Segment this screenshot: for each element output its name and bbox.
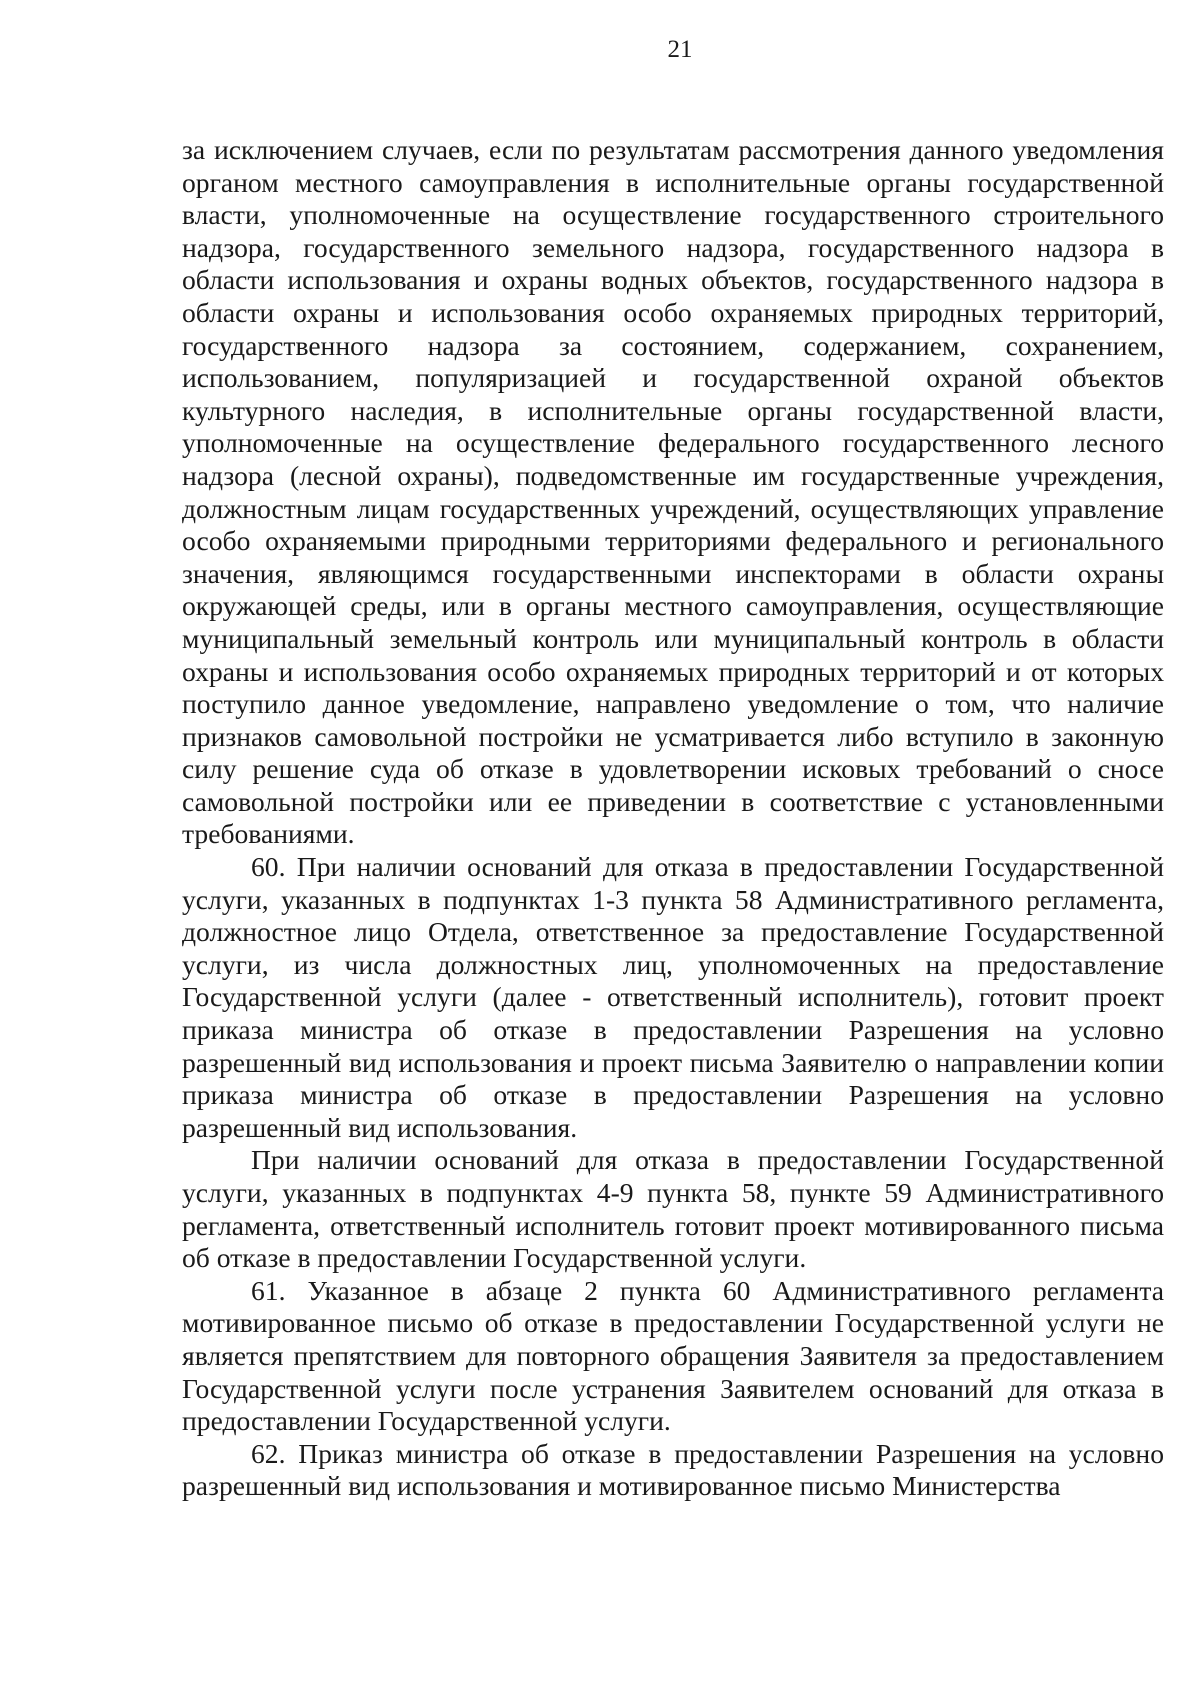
paragraph-61: 61. Указанное в абзаце 2 пункта 60 Административного регламента мотивированное письмо об отказе в предоставлении Государственной услуги не является препятствием для повторного обращения Заявителя за предоставлением Государственной услуги после устранения Заявителем оснований для отказа в предоставлении Государственной услуги.: [182, 1274, 1164, 1437]
page-number: 21: [667, 36, 693, 63]
paragraph-60: 60. При наличии оснований для отказа в предоставлении Государственной услуги, указанных в подпунктах 1-3 пункта 58 Административного регламента, должностное лицо Отдела, ответственное за предоставление Государственной услуги, из числа должностных лиц, уполномоченных на предоставление Государственной услуги (далее - ответственный исполнитель), готовит проект приказа министра об отказе в предоставлении Разрешения на условно разрешенный вид использования и проект письма Заявителю о направлении копии приказа министра об отказе в предоставлении Разрешения на условно разрешенный вид использования.: [182, 851, 1164, 1143]
paragraph-continuation: за исключением случаев, если по результатам рассмотрения данного уведомления органом местного самоуправления в исполнительные органы государственной власти, уполномоченные на осуществление государственного строительного надзора, государственного земельного надзора, государственного надзора в области использования и охраны водных объектов, государственного надзора в области охраны и использования особо охраняемых природных территорий, государственного надзора за состоянием, содержанием, сохранением, использованием, популяризацией и государственной охраной объектов культурного наследия, в исполнительные органы государственной власти, уполномоченные на осуществление федерального государственного лесного надзора (лесной охраны), подведомственные им государственные учреждения, должностным лицам государственных учреждений, осуществляющих управление особо охраняемыми природными территориями федерального и регионального значения, являющимся государственными инспекторами в области охраны окружающей среды, или в органы местного самоуправления, осуществляющие муниципальный земельный контроль или муниципальный контроль в области охраны и использования особо охраняемых природных территорий и от которых поступило данное уведомление, направлено уведомление о том, что наличие признаков самовольной постройки не усматривается либо вступило в законную силу решение суда об отказе в удовлетворении исковых требований о сносе самовольной постройки или ее приведении в соответствие с установленными требованиями.: [182, 134, 1164, 850]
paragraph-60-abzac-2: При наличии оснований для отказа в предоставлении Государственной услуги, указанных в подпунктах 4-9 пункта 58, пункте 59 Административного регламента, ответственный исполнитель готовит проект мотивированного письма об отказе в предоставлении Государственной услуги.: [182, 1144, 1164, 1274]
document-body: [182, 134, 1164, 1503]
paragraph-62: 62. Приказ министра об отказе в предоставлении Разрешения на условно разрешенный вид использования и мотивированное письмо Министерства: [182, 1437, 1164, 1502]
